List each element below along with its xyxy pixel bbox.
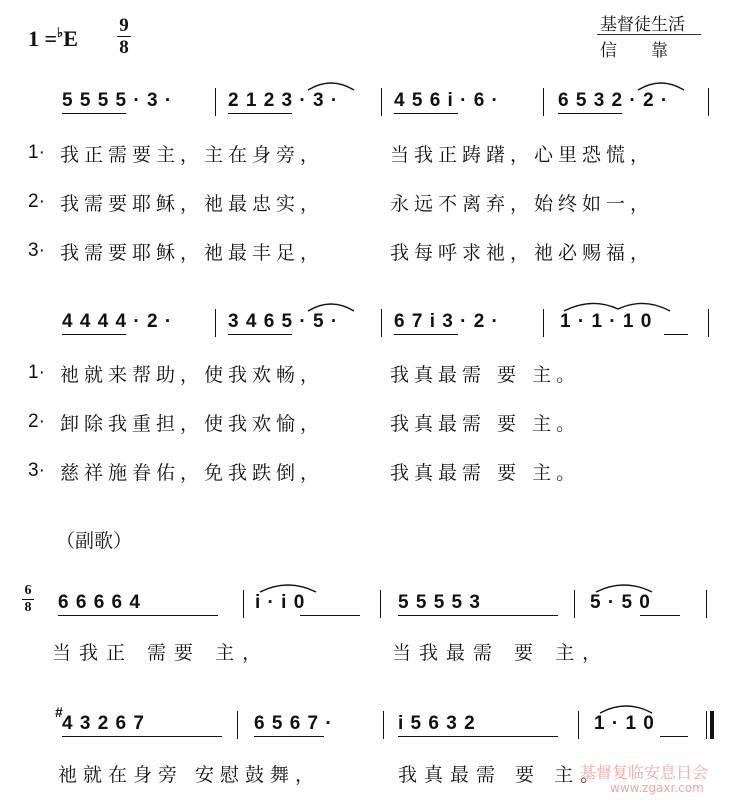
chorus-lyric: 我真最需 要 主。: [398, 764, 607, 786]
beam-underline: [398, 736, 558, 737]
barline: [543, 309, 544, 337]
beam-underline: [254, 736, 324, 737]
barline: [215, 309, 216, 337]
chorus-lyric: 当我正 需要 主，: [52, 642, 270, 664]
chorus-lyric: 祂就在身旁 安慰鼓舞，: [58, 764, 321, 786]
lyric-line: 我真最需 要 主。: [390, 462, 581, 484]
barline: [708, 309, 709, 337]
barline: [243, 590, 244, 618]
final-barline: [706, 711, 707, 739]
beam-underline: [640, 615, 680, 616]
beam-underline: [660, 736, 688, 737]
chorus-lyric: 当我最需 要 主，: [392, 642, 610, 664]
watermark-url: www.zgaxr.com: [610, 781, 704, 795]
chorus-measure-3: 5 5 5 5 3: [398, 592, 481, 613]
beam-underline: [228, 334, 292, 335]
lyric-line: 我需要耶稣，祂最丰足，: [60, 242, 325, 264]
chorus-measure-6: 6 5 6 7 ·: [254, 713, 333, 734]
beam-underline: [228, 113, 292, 114]
song-source: 基督徒生活: [600, 15, 685, 35]
time-top: 6: [24, 583, 32, 598]
barline: [574, 590, 575, 618]
measure-2-1: 4 4 4 4 · 2 ·: [62, 311, 173, 332]
lyric-line: 我需要耶稣，祂最忠实，: [60, 193, 325, 215]
beam-underline: [394, 113, 458, 114]
slur: [306, 78, 356, 92]
measure-1-2: 2 1 2 3 · 3 ·: [228, 90, 339, 111]
barline: [381, 88, 382, 116]
slur: [598, 701, 654, 715]
key-note: E: [63, 26, 78, 51]
slur: [258, 580, 318, 594]
lyric-line: 我每呼求祂，祂必赐福，: [390, 242, 655, 264]
beam-underline: [62, 334, 126, 335]
sharp-accidental: #: [55, 704, 64, 720]
barline: [383, 711, 384, 739]
verse-number: 3·: [28, 460, 45, 481]
barline: [706, 590, 707, 618]
credit-divider: [597, 34, 701, 35]
beam-underline: [300, 615, 360, 616]
slur: [306, 299, 356, 313]
beam-underline: [62, 736, 222, 737]
measure-1-1: 5 5 5 5 · 3 ·: [62, 90, 173, 111]
beam-underline: [558, 113, 622, 114]
barline: [380, 590, 381, 618]
verse-number: 1·: [28, 142, 45, 163]
lyric-line: 我正需要主，主在身旁，: [60, 144, 325, 166]
time-bottom: 8: [119, 37, 129, 58]
beam-underline: [62, 113, 126, 114]
key-signature: [28, 26, 78, 52]
verse-number: 1·: [28, 362, 45, 383]
measure-2-4: 1 · 1 · 1 0: [560, 311, 653, 332]
time-signature: [117, 16, 131, 57]
chorus-time-signature: [22, 584, 34, 615]
lyric-line: 当我正踌躇，心里恐慌，: [390, 144, 655, 166]
lyric-line: 我真最需 要 主。: [390, 413, 581, 435]
barline: [381, 309, 382, 337]
chorus-measure-8: 1 · 1 0: [594, 713, 655, 734]
chorus-measure-5: 4 3 2 6 7: [62, 713, 145, 734]
chorus-measure-1: 6 6 6 6 4: [58, 592, 141, 613]
lyric-line: 卸除我重担，使我欢愉，: [60, 413, 325, 435]
lyric-line: 慈祥施眷佑，免我跌倒，: [60, 462, 325, 484]
beam-underline: [664, 334, 688, 335]
verse-number: 2·: [28, 191, 45, 212]
lyric-line: 永远不离弃，始终如一，: [390, 193, 655, 215]
barline: [578, 711, 579, 739]
lyric-line: 我真最需 要 主。: [390, 364, 581, 386]
song-title: 信 靠: [600, 41, 668, 61]
final-barline-thick: [710, 711, 714, 739]
beam-underline: [398, 615, 558, 616]
measure-2-3: 6 7 i 3 · 2 ·: [394, 311, 499, 332]
watermark-text: 基督复临安息日会: [580, 763, 709, 782]
chorus-measure-7: i 5 6 3 2: [398, 713, 476, 734]
verse-number: 2·: [28, 411, 45, 432]
verse-number: 3·: [28, 240, 45, 261]
barline: [708, 88, 709, 116]
measure-2-2: 3 4 6 5 · 5 ·: [228, 311, 339, 332]
chorus-label: （副歌）: [56, 530, 133, 552]
time-bottom: 8: [24, 600, 32, 615]
beam-underline: [58, 615, 218, 616]
flat-accidental: ♭: [57, 25, 64, 40]
barline: [543, 88, 544, 116]
chorus-measure-4: 5 · 5 0: [590, 592, 651, 613]
measure-1-4: 6 5 3 2 · 2 ·: [558, 90, 669, 111]
slur: [594, 580, 654, 594]
lyric-line: 祂就来帮助，使我欢畅，: [60, 364, 325, 386]
key-prefix: 1 =: [28, 26, 58, 51]
measure-1-3: 4 5 6 i · 6 ·: [394, 90, 499, 111]
barline: [215, 88, 216, 116]
beam-underline: [394, 334, 458, 335]
slur: [636, 78, 686, 92]
slur: [562, 299, 672, 313]
time-top: 9: [119, 15, 129, 36]
chorus-measure-2: i · i 0: [255, 592, 306, 613]
barline: [237, 711, 238, 739]
